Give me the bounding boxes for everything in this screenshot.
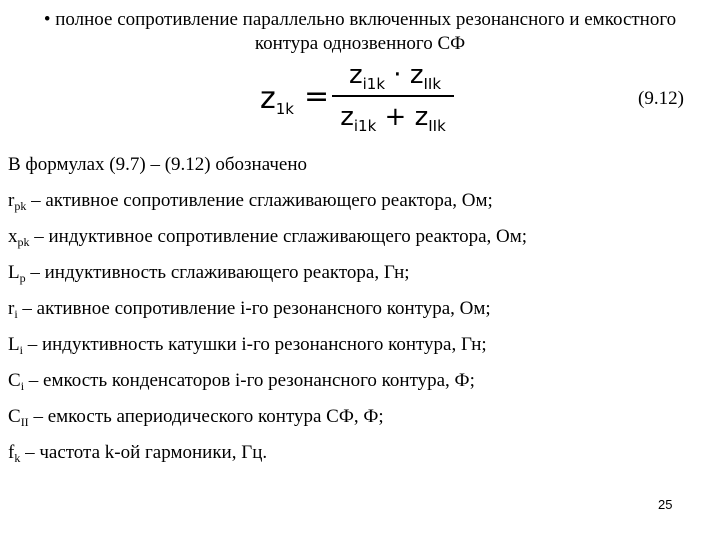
den-a-symbol: z (340, 102, 354, 132)
lhs-subscript: 1k (275, 100, 294, 118)
heading-line-2: контура однозвенного СФ (254, 33, 466, 54)
definition-text: – индуктивность сглаживающего реактора, Гн; (25, 262, 410, 283)
den-operator: + (384, 102, 407, 132)
equation-number: (9.12) (638, 88, 684, 109)
fraction-bar (332, 95, 454, 97)
definition-subscript: i (19, 343, 23, 357)
heading-line-1: • полное сопротивление параллельно включенных резонансного и емкостного (43, 9, 677, 30)
definition-line (8, 370, 475, 393)
page-number: 25 (658, 497, 673, 512)
definition-subscript: k (14, 451, 21, 465)
definition-subscript: pk (14, 199, 27, 213)
num-a-subscript: i1k (362, 75, 386, 93)
num-b-subscript: IIk (423, 75, 442, 93)
num-operator: · (393, 60, 402, 90)
definition-symbol: L (8, 334, 20, 355)
definition-symbol: r (8, 298, 15, 319)
definition-text: – индуктивность катушки i-го резонансного контура, Гн; (22, 334, 487, 355)
equals-sign: = (304, 79, 330, 114)
definition-symbol: L (8, 262, 20, 283)
definition-symbol: f (8, 442, 15, 463)
definition-subscript: i (20, 379, 25, 393)
num-b-symbol: z (409, 60, 424, 90)
den-b-subscript: IIk (428, 117, 446, 135)
slide-heading (0, 8, 720, 56)
definition-symbol: r (8, 190, 15, 211)
definition-text: – частота k-ой гармоники, Гц. (20, 442, 268, 463)
definition-text: – активное сопротивление сглаживающего реактора, Ом; (26, 190, 493, 211)
definition-subscript: pk (17, 235, 30, 249)
fraction-numerator (340, 60, 450, 93)
definition-line (8, 298, 491, 321)
den-a-subscript: i1k (353, 117, 377, 135)
definition-line (8, 190, 493, 213)
definition-symbol: C (8, 406, 21, 427)
definition-line (8, 442, 267, 465)
definition-subscript: II (20, 415, 29, 429)
definition-symbol: x (8, 226, 18, 247)
definition-text: – емкость апериодического контура СФ, Ф; (28, 406, 384, 427)
definition-text: – активное сопротивление i-го резонансного контура, Ом; (17, 298, 491, 319)
definition-line (8, 406, 384, 429)
formula-lhs (260, 82, 294, 120)
definition-text: – емкость конденсаторов i-го резонансного контура, Ф; (24, 370, 475, 391)
num-a-symbol: z (348, 60, 363, 90)
definition-line (8, 334, 487, 357)
definition-line (8, 226, 527, 249)
lhs-symbol: z (260, 81, 276, 116)
definition-text: – индуктивное сопротивление сглаживающего реактора, Ом; (29, 226, 528, 247)
intro-text: В формулах (9.7) – (9.12) обозначено (8, 154, 308, 175)
den-b-symbol: z (414, 102, 429, 132)
definition-subscript: i (14, 307, 18, 321)
definition-subscript: p (19, 271, 26, 285)
definition-line (8, 262, 410, 285)
definition-symbol: C (8, 370, 21, 391)
fraction-denominator (330, 102, 456, 135)
